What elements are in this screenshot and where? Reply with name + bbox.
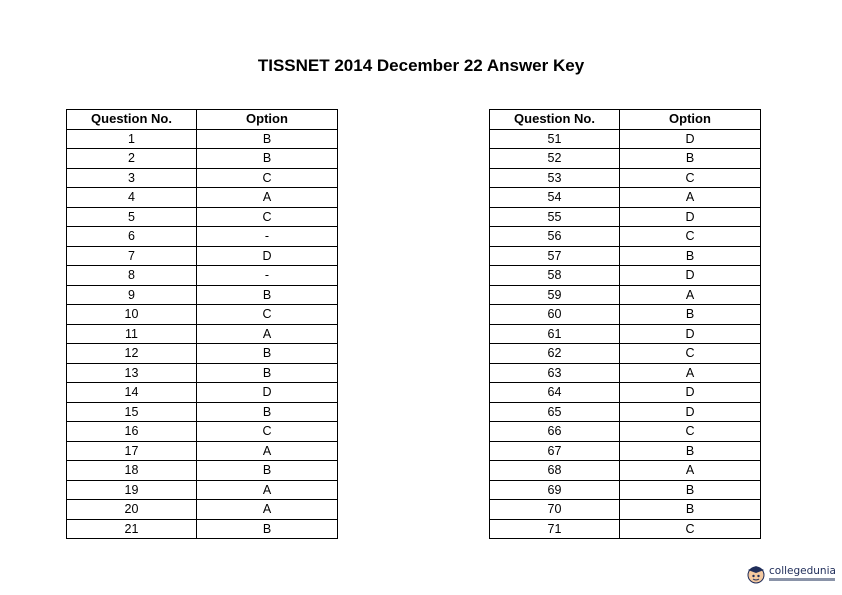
table-row	[490, 246, 761, 266]
table-row	[490, 363, 761, 383]
question-number-cell: 2	[67, 149, 197, 169]
table-row	[67, 324, 338, 344]
table-row	[490, 344, 761, 364]
table-row	[67, 129, 338, 149]
option-cell: B	[620, 305, 761, 325]
question-number-cell: 18	[67, 461, 197, 481]
table-row	[67, 480, 338, 500]
question-number-cell: 12	[67, 344, 197, 364]
question-number-cell: 16	[67, 422, 197, 442]
table-row	[490, 305, 761, 325]
question-number-cell: 9	[67, 285, 197, 305]
option-cell: D	[197, 246, 338, 266]
option-cell: B	[197, 285, 338, 305]
option-cell: B	[197, 344, 338, 364]
answer-table-right-body	[490, 129, 761, 539]
table-row	[67, 383, 338, 403]
table-row	[67, 441, 338, 461]
option-cell: B	[620, 149, 761, 169]
question-number-cell: 5	[67, 207, 197, 227]
question-number-cell: 7	[67, 246, 197, 266]
table-row	[67, 500, 338, 520]
question-number-cell: 56	[490, 227, 620, 247]
table-row	[67, 344, 338, 364]
option-cell: D	[620, 402, 761, 422]
question-number-cell: 3	[67, 168, 197, 188]
option-cell: B	[620, 480, 761, 500]
table-row	[67, 305, 338, 325]
option-cell: D	[620, 207, 761, 227]
table-row	[490, 168, 761, 188]
answer-table-right	[489, 109, 761, 539]
question-no-header: Question No.	[490, 110, 620, 130]
option-cell: B	[197, 363, 338, 383]
question-number-cell: 60	[490, 305, 620, 325]
table-row	[490, 500, 761, 520]
question-number-cell: 6	[67, 227, 197, 247]
table-row	[67, 363, 338, 383]
question-no-header: Question No.	[67, 110, 197, 130]
option-header: Option	[197, 110, 338, 130]
table-row	[490, 324, 761, 344]
logo-wordmark: collegedunia	[769, 565, 836, 577]
table-row	[67, 149, 338, 169]
option-cell: A	[620, 188, 761, 208]
option-cell: A	[620, 363, 761, 383]
table-row	[67, 402, 338, 422]
option-cell: B	[197, 519, 338, 539]
page-title: TISSNET 2014 December 22 Answer Key	[257, 56, 585, 75]
table-row	[67, 227, 338, 247]
question-number-cell: 51	[490, 129, 620, 149]
option-cell: B	[197, 149, 338, 169]
question-number-cell: 63	[490, 363, 620, 383]
table-row	[490, 227, 761, 247]
option-cell: D	[197, 383, 338, 403]
collegedunia-logo	[746, 562, 838, 586]
option-cell: B	[620, 246, 761, 266]
option-cell: C	[620, 422, 761, 442]
question-number-cell: 13	[67, 363, 197, 383]
option-cell: C	[620, 519, 761, 539]
table-row	[490, 129, 761, 149]
question-number-cell: 19	[67, 480, 197, 500]
option-cell: A	[197, 480, 338, 500]
option-cell: C	[620, 344, 761, 364]
option-cell: A	[197, 188, 338, 208]
table-row	[490, 266, 761, 286]
question-number-cell: 69	[490, 480, 620, 500]
table-row	[67, 188, 338, 208]
question-number-cell: 61	[490, 324, 620, 344]
question-number-cell: 11	[67, 324, 197, 344]
table-row	[490, 285, 761, 305]
table-row	[490, 461, 761, 481]
table-row	[67, 519, 338, 539]
table-row	[490, 480, 761, 500]
option-cell: A	[197, 500, 338, 520]
table-row	[67, 422, 338, 442]
table-row	[490, 383, 761, 403]
option-cell: D	[620, 129, 761, 149]
table-row	[67, 246, 338, 266]
table-row	[490, 402, 761, 422]
question-number-cell: 55	[490, 207, 620, 227]
table-row	[490, 422, 761, 442]
question-number-cell: 52	[490, 149, 620, 169]
question-number-cell: 58	[490, 266, 620, 286]
option-cell: C	[197, 305, 338, 325]
answer-table-left	[66, 109, 338, 539]
graduate-mascot-icon	[746, 564, 766, 584]
table-row	[67, 266, 338, 286]
question-number-cell: 54	[490, 188, 620, 208]
option-cell: C	[197, 168, 338, 188]
question-number-cell: 71	[490, 519, 620, 539]
table-row	[67, 285, 338, 305]
option-cell: A	[620, 285, 761, 305]
option-cell: B	[197, 402, 338, 422]
question-number-cell: 59	[490, 285, 620, 305]
option-cell: -	[197, 227, 338, 247]
option-cell: B	[620, 441, 761, 461]
option-cell: A	[197, 441, 338, 461]
table-row	[490, 207, 761, 227]
question-number-cell: 15	[67, 402, 197, 422]
option-cell: B	[197, 461, 338, 481]
option-cell: C	[620, 168, 761, 188]
question-number-cell: 65	[490, 402, 620, 422]
option-header: Option	[620, 110, 761, 130]
table-row	[67, 168, 338, 188]
question-number-cell: 68	[490, 461, 620, 481]
logo-tagline-bar	[769, 578, 835, 581]
table-header-row	[67, 110, 338, 130]
table-row	[67, 207, 338, 227]
option-cell: B	[620, 500, 761, 520]
option-cell: C	[197, 207, 338, 227]
option-cell: B	[197, 129, 338, 149]
table-row	[490, 149, 761, 169]
table-row	[67, 461, 338, 481]
question-number-cell: 67	[490, 441, 620, 461]
question-number-cell: 70	[490, 500, 620, 520]
answer-table-left-body	[67, 129, 338, 539]
question-number-cell: 17	[67, 441, 197, 461]
question-number-cell: 10	[67, 305, 197, 325]
option-cell: C	[197, 422, 338, 442]
option-cell: A	[620, 461, 761, 481]
table-row	[490, 519, 761, 539]
question-number-cell: 62	[490, 344, 620, 364]
option-cell: D	[620, 324, 761, 344]
question-number-cell: 1	[67, 129, 197, 149]
table-header-row	[490, 110, 761, 130]
option-cell: C	[620, 227, 761, 247]
table-row	[490, 188, 761, 208]
option-cell: D	[620, 266, 761, 286]
option-cell: D	[620, 383, 761, 403]
question-number-cell: 21	[67, 519, 197, 539]
question-number-cell: 66	[490, 422, 620, 442]
question-number-cell: 53	[490, 168, 620, 188]
table-row	[490, 441, 761, 461]
question-number-cell: 64	[490, 383, 620, 403]
question-number-cell: 20	[67, 500, 197, 520]
option-cell: -	[197, 266, 338, 286]
question-number-cell: 4	[67, 188, 197, 208]
question-number-cell: 57	[490, 246, 620, 266]
option-cell: A	[197, 324, 338, 344]
question-number-cell: 8	[67, 266, 197, 286]
question-number-cell: 14	[67, 383, 197, 403]
